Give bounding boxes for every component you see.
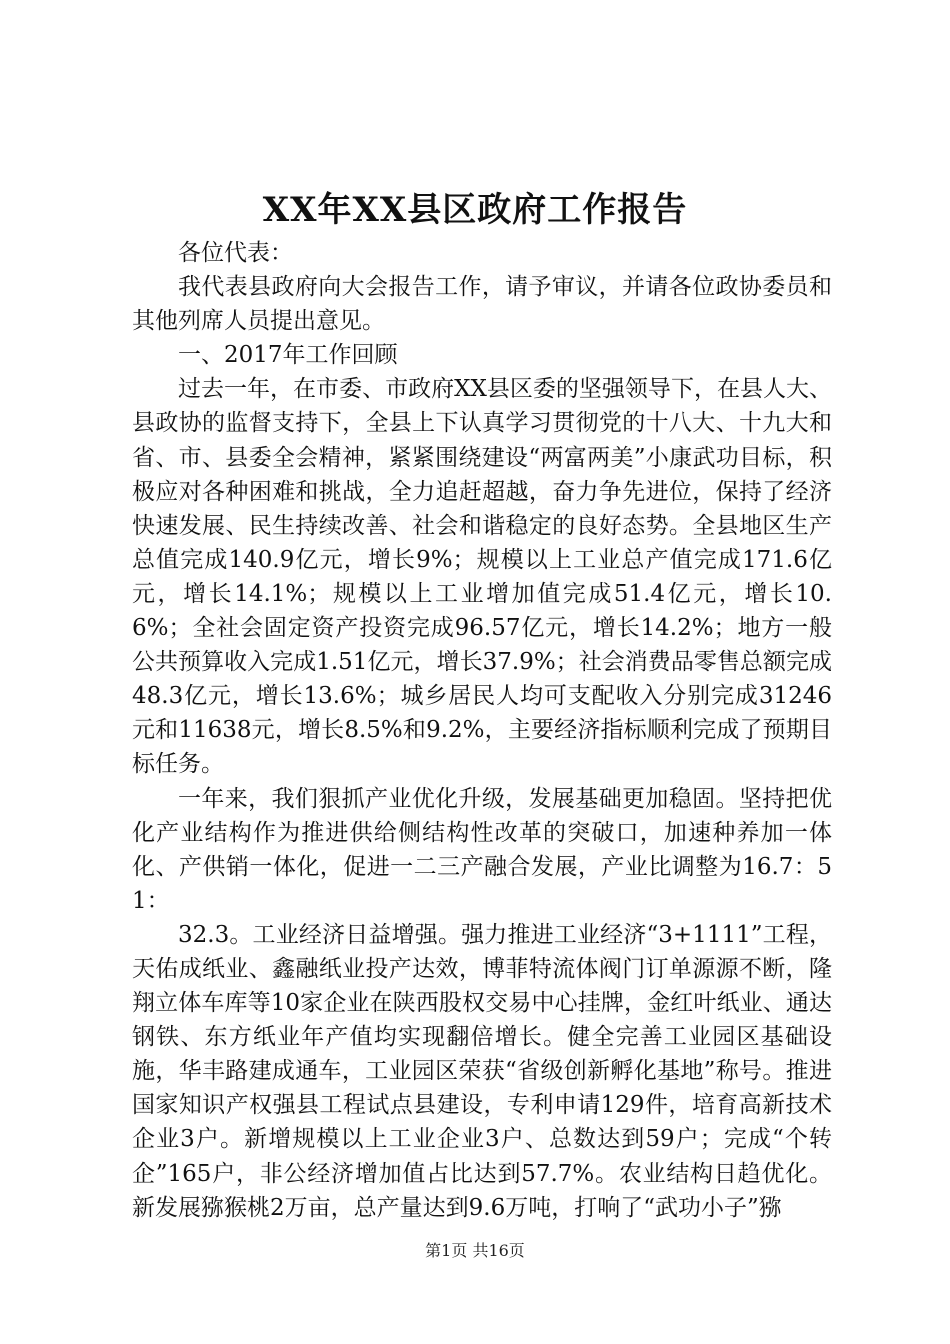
page-footer: 第1页 共16页 <box>425 1241 525 1260</box>
intro-paragraph: 我代表县政府向大会报告工作，请予审议，并请各位政协委员和其他列席人员提出意见。 <box>132 274 832 335</box>
salutation-paragraph: 各位代表： <box>178 240 293 266</box>
document-body <box>132 236 832 1225</box>
document-title: XX年XX县区政府工作报告 <box>262 190 688 230</box>
review-paragraph: 过去一年，在市委、市政府XX县区委的坚强领导下，在县人大、县政协的监督支持下，全县上下认真学习贯彻党的十八大、十九大和省、市、县委全会精神，紧紧围绕建设“两富两美”小康武功目标，积极应对各种困难和挑战，全力追赶超越，奋力争先进位，保持了经济快速发展、民生持续改善、社会和谐稳定的良好态势。全县地区生产总值完成140.9亿元，增长9%；规模以上工业总产值完成171.6亿元，增长14.1%；规模以上工业增加值完成51.4亿元，增长10.6%；全社会固定资产投资完成96.57亿元，增长14.2%；地方一般公共预算收入完成1.51亿元，增长37.9%；社会消费品零售总额完成48.3亿元，增长13.6%；城乡居民人均可支配收入分别完成31246元和11638元，增长8.5%和9.2%，主要经济指标顺利完成了预期目标任务。 <box>132 376 832 778</box>
industry-paragraph: 一年来，我们狠抓产业优化升级，发展基础更加稳固。坚持把优化产业结构作为推进供给侧结构性改革的突破口，加速种养加一体化、产供销一体化，促进一二三产融合发展，产业比调整为16.7：51： <box>132 785 832 914</box>
section-heading: 一、2017年工作回顾 <box>178 342 398 369</box>
industry-detail-paragraph: 32.3。工业经济日益增强。强力推进工业经济“3+1111”工程，天佑成纸业、鑫融纸业投产达效，博菲特流体阀门订单源源不断，隆翔立体车库等10家企业在陕西股权交易中心挂牌，金红叶纸业、通达钢铁、东方纸业年产值均实现翻倍增长。健全完善工业园区基础设施，华丰路建成通车，工业园区荣获“省级创新孵化基地”称号。推进国家知识产权强县工程试点县建设，专利申请129件，培育高新技术企业3户。新增规模以上工业企业3户、总数达到59户；完成“个转企”165户，非公经济增加值占比达到57.7%。农业结构日趋优化。新发展猕猴桃2万亩，总产量达到9.6万吨，打响了“武功小子”猕 <box>132 921 832 1221</box>
